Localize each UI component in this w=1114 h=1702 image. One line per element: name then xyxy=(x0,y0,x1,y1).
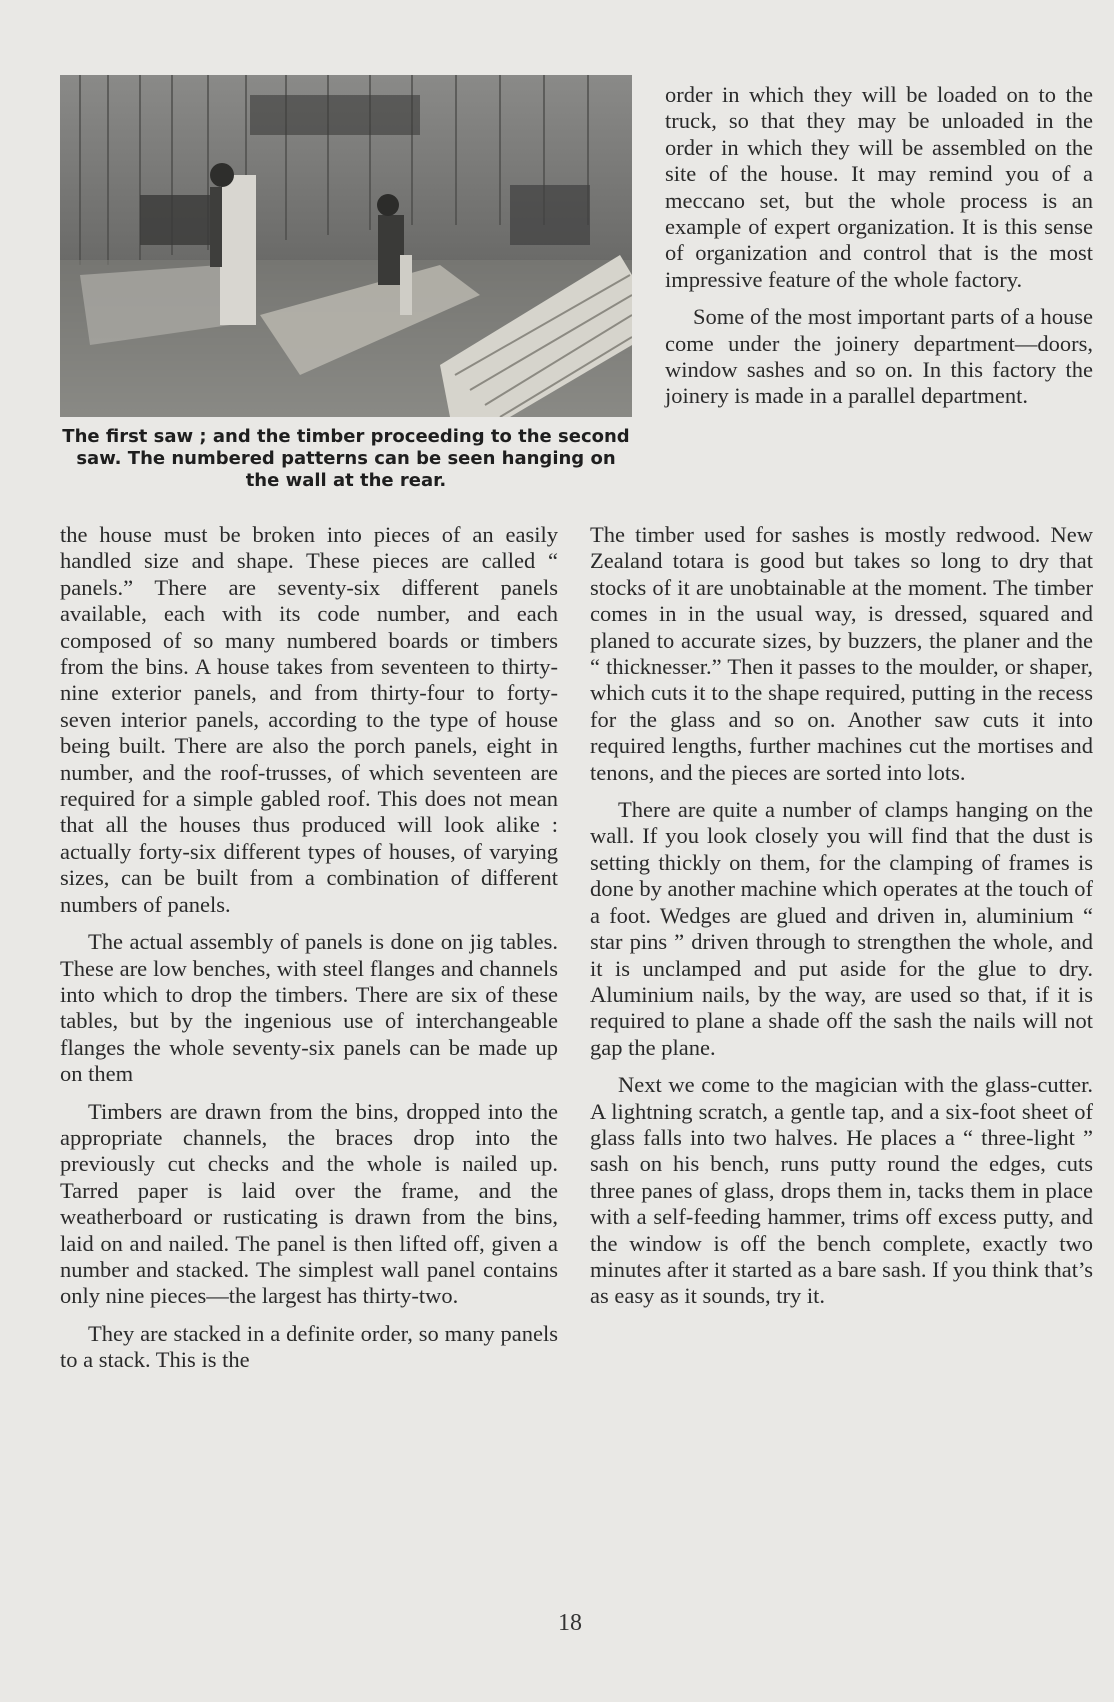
page-number: 18 xyxy=(558,1610,582,1636)
column-left xyxy=(60,522,558,1374)
workshop-photo xyxy=(60,75,632,417)
workshop-photo-image xyxy=(60,75,632,417)
paragraph: They are stacked in a definite order, so many panels to a stack. This is the xyxy=(60,1320,558,1373)
paragraph: There are quite a number of clamps hanging on the wall. If you look closely you will find that the dust is setting thickly on them, for the clamping of frames is done by another machine which operates at the touch of a foot. Wedges are glued and driven in, aluminium “ star pins ” driven through to strengthen the whole, and it is unclamped and put aside for the glue to dry. Aluminium nails, by the way, are used so that, if it is required to plane a shade off the sash the nails will not gap the plane. xyxy=(590,797,1093,1060)
paragraph: order in which they will be loaded on to the truck, so that they may be unloaded in the order in which they will be assembled on the site of the house. It may remind you of a meccano set, but the whole process is an example of expert organization. It is this sense of organization and control that is the most impressive feature of the whole factory. xyxy=(665,82,1093,292)
paragraph: the house must be broken into pieces of an easily handled size and shape. These pieces are called “ panels.” There are seventy-six different panels available, each with its code number, and each composed of so many numbered boards or timbers from the bins. A house takes from seventeen to thirty-nine exterior panels, and from thirty-four to forty-seven interior panels, according to the type of house being built. There are also the porch panels, eight in number, and the roof-trusses, of which seventeen are required for a simple gabled roof. This does not mean that all the houses thus produced will look alike : actually forty-six different types of houses, of varying sizes, can be built from a combination of different numbers of panels. xyxy=(60,522,558,917)
figure-caption: The first saw ; and the timber proceeding to the second saw. The numbered patterns can be seen hanging on the wall at the rear. xyxy=(62,426,630,491)
column-right-top xyxy=(665,82,1093,410)
paragraph: Next we come to the magician with the glass-cutter. A lightning scratch, a gentle tap, and a six-foot sheet of glass falls into two halves. He places a “ three-light ” sash on his bench, runs putty round the edges, cuts three panes of glass, drops them in, tacks them in place with a self-feeding hammer, trims off excess putty, and the window is off the bench complete, exactly two minutes after it started as a bare sash. If you think that’s as easy as it sounds, try it. xyxy=(590,1072,1093,1309)
paragraph: The actual assembly of panels is done on jig tables. These are low benches, with steel flanges and channels into which to drop the timbers. There are six of these tables, but by the ingenious use of interchangeable flanges the whole seventy-six panels can be made up on them xyxy=(60,929,558,1087)
column-right xyxy=(590,522,1093,1310)
paragraph: The timber used for sashes is mostly redwood. New Zealand totara is good but takes so long to dry that stocks of it are unobtainable at the moment. The timber comes in in the usual way, is dressed, squared and planed to accurate sizes, by buzzers, the planer and the “ thicknesser.” Then it passes to the moulder, or shaper, which cuts it to the shape required, putting in the recess for the glass and so on. Another saw cuts it into required lengths, further machines cut the mortises and tenons, and the pieces are sorted into lots. xyxy=(590,522,1093,785)
paragraph: Timbers are drawn from the bins, dropped into the appropriate channels, the braces drop into the previously cut checks and the whole is nailed up. Tarred paper is laid over the frame, and the weatherboard or rusticating is drawn from the bins, laid on and nailed. The panel is then lifted off, given a number and stacked. The simplest wall panel contains only nine pieces—the largest has thirty-two. xyxy=(60,1098,558,1309)
paragraph: Some of the most important parts of a house come under the joinery department—doors, window sashes and so on. In this factory the joinery is made in a parallel department. xyxy=(665,304,1093,409)
